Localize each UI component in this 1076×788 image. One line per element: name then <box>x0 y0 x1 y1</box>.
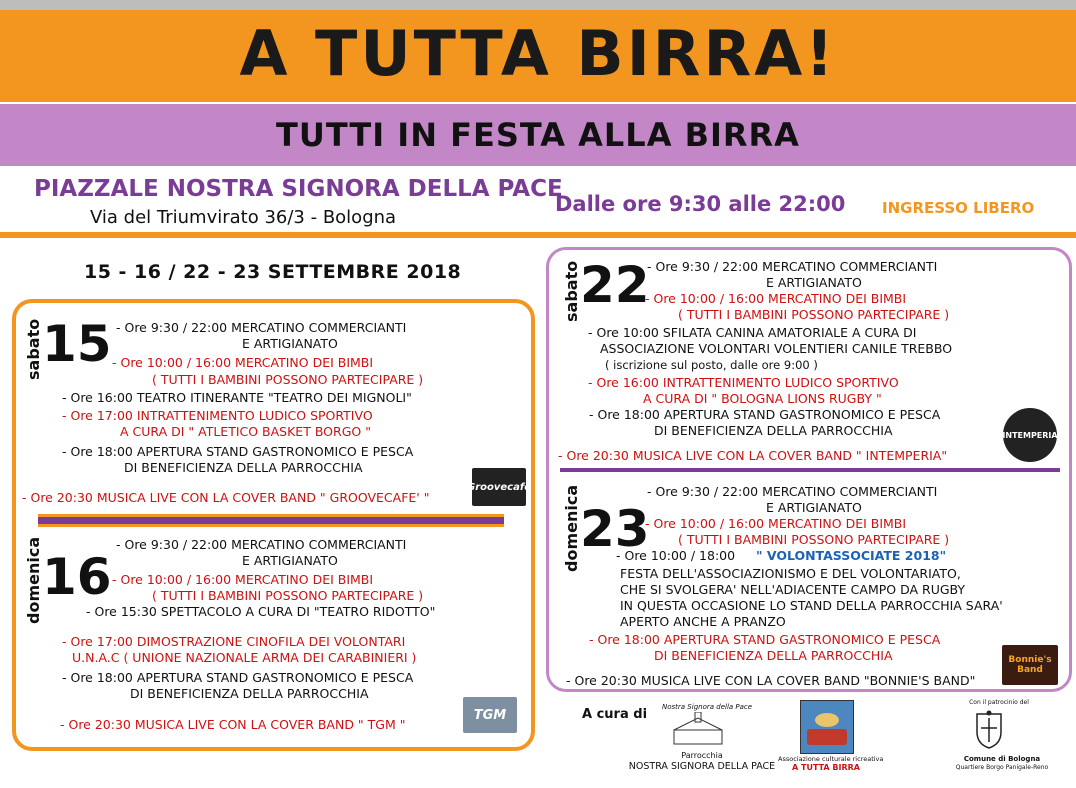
parish-name-2: NOSTRA SIGNORA DELLA PACE <box>628 761 776 772</box>
sun16-line: DI BENEFICIENZA DELLA PARROCCHIA <box>130 686 369 701</box>
day-number-22: 22 <box>580 256 650 314</box>
sat15-line: ( TUTTI I BAMBINI POSSONO PARTECIPARE ) <box>152 372 424 387</box>
sun23-highlight: " VOLONTASSOCIATE 2018" <box>756 548 947 563</box>
sun23-line: - Ore 9:30 / 22:00 MERCATINO COMMERCIANTI <box>647 484 938 499</box>
sun16-line: E ARTIGIANATO <box>242 553 338 568</box>
poster-subtitle: TUTTI IN FESTA ALLA BIRRA <box>276 116 800 154</box>
patronage-label: Con il patrocinio del <box>969 699 1029 706</box>
sat22-line: - Ore 18:00 APERTURA STAND GASTRONOMICO E PESCA <box>589 407 941 422</box>
city-coat-of-arms-icon <box>974 710 1004 750</box>
association-name: A TUTTA BIRRA <box>792 763 860 772</box>
sat22-line: ( TUTTI I BAMBINI POSSONO PARTECIPARE ) <box>678 307 950 322</box>
venue-address: Via del Triumvirato 36/3 - Bologna <box>90 207 397 228</box>
sat22-line: ASSOCIAZIONE VOLONTARI VOLENTIERI CANILE TREBBO <box>600 341 953 356</box>
poster-title: A TUTTA BIRRA! <box>239 17 837 90</box>
parish-name-1: Parrocchia <box>681 751 723 760</box>
day-separator <box>560 468 1060 472</box>
day-number-23: 23 <box>580 500 650 558</box>
district-name: Quartiere Borgo Panigale-Reno <box>955 764 1049 771</box>
sun23-line: IN QUESTA OCCASIONE LO STAND DELLA PARROCCHIA SARA' <box>620 598 1003 613</box>
sat22-line: - Ore 9:30 / 22:00 MERCATINO COMMERCIANTI <box>647 259 938 274</box>
sun16-line: U.N.A.C ( UNIONE NAZIONALE ARMA DEI CARABINIERI ) <box>72 650 417 665</box>
sun16-line: - Ore 15:30 SPETTACOLO A CURA DI "TEATRO RIDOTTO" <box>86 604 436 619</box>
sun23-line: CHE SI SVOLGERA' NELL'ADIACENTE CAMPO DA RUGBY <box>620 582 966 597</box>
association-label: Associazione culturale ricreativa <box>778 755 884 763</box>
bonnies-band-logo: Bonnie's Band <box>1002 645 1058 685</box>
sat15-line: - Ore 18:00 APERTURA STAND GASTRONOMICO E PESCA <box>62 444 414 459</box>
sat22-line: A CURA DI " BOLOGNA LIONS RUGBY " <box>643 391 882 406</box>
sat22-line: - Ore 10:00 / 16:00 MERCATINO DEI BIMBI <box>645 291 907 306</box>
day-number-15: 15 <box>42 315 112 373</box>
sat22-line: - Ore 20:30 MUSICA LIVE CON LA COVER BAND " INTEMPERIA" <box>558 448 948 463</box>
header-divider <box>0 232 1076 238</box>
sat22-line: DI BENEFICIENZA DELLA PARROCCHIA <box>654 423 893 438</box>
sat22-line: - Ore 16:00 INTRATTENIMENTO LUDICO SPORTIVO <box>588 375 899 390</box>
sat15-line: E ARTIGIANATO <box>242 336 338 351</box>
sat15-line: - Ore 16:00 TEATRO ITINERANTE "TEATRO DEI MIGNOLI" <box>62 390 412 405</box>
sun23-line: ( TUTTI I BAMBINI POSSONO PARTECIPARE ) <box>678 532 950 547</box>
sun23-line: - Ore 20:30 MUSICA LIVE CON LA COVER BAND "BONNIE'S BAND" <box>566 673 976 688</box>
sat15-line: - Ore 10:00 / 16:00 MERCATINO DEI BIMBI <box>112 355 374 370</box>
sat15-line: DI BENEFICIENZA DELLA PARROCCHIA <box>124 460 363 475</box>
organizers-label: A cura di <box>582 707 648 722</box>
sun23-line: - Ore 10:00 / 18:00 <box>616 548 736 563</box>
sat15-line: - Ore 20:30 MUSICA LIVE CON LA COVER BAND " GROOVECAFE' " <box>22 490 430 505</box>
sat22-line: E ARTIGIANATO <box>766 275 862 290</box>
sat22-line: ( iscrizione sul posto, dalle ore 9:00 ) <box>605 358 818 372</box>
sun16-line: - Ore 10:00 / 16:00 MERCATINO DEI BIMBI <box>112 572 374 587</box>
venue-name: PIAZZALE NOSTRA SIGNORA DELLA PACE <box>34 176 563 202</box>
parish-logo-text: Nostra Signora della Pace <box>662 703 753 711</box>
day-word-sat22: sabato <box>562 260 581 322</box>
sun16-line: - Ore 18:00 APERTURA STAND GASTRONOMICO E PESCA <box>62 670 414 685</box>
sun23-line: APERTO ANCHE A PRANZO <box>620 614 786 629</box>
sun23-line: DI BENEFICIENZA DELLA PARROCCHIA <box>654 648 893 663</box>
sat15-line: - Ore 17:00 INTRATTENIMENTO LUDICO SPORTIVO <box>62 408 373 423</box>
day-separator <box>38 514 504 527</box>
day-number-16: 16 <box>42 548 112 606</box>
sun16-line: - Ore 20:30 MUSICA LIVE CON LA COVER BAND " TGM " <box>60 717 406 732</box>
intemperia-band-logo: INTEMPERIA <box>1003 408 1057 462</box>
association-logo <box>800 700 854 754</box>
sun16-line: - Ore 9:30 / 22:00 MERCATINO COMMERCIANTI <box>116 537 407 552</box>
tgm-band-logo: TGM <box>463 697 517 733</box>
church-icon <box>668 712 728 746</box>
sun23-line: - Ore 18:00 APERTURA STAND GASTRONOMICO E PESCA <box>589 632 941 647</box>
sat15-line: A CURA DI " ATLETICO BASKET BORGO " <box>120 424 371 439</box>
sun16-line: - Ore 17:00 DIMOSTRAZIONE CINOFILA DEI VOLONTARI <box>62 634 406 649</box>
opening-hours: Dalle ore 9:30 alle 22:00 <box>555 192 846 216</box>
sat15-line: - Ore 9:30 / 22:00 MERCATINO COMMERCIANTI <box>116 320 407 335</box>
top-gray-strip <box>0 0 1076 10</box>
sun23-line: FESTA DELL'ASSOCIAZIONISMO E DEL VOLONTARIATO, <box>620 566 961 581</box>
day-word-sun16: domenica <box>24 536 43 624</box>
groovecafe-band-logo: Groovecafè <box>472 468 526 506</box>
event-dates: 15 - 16 / 22 - 23 SETTEMBRE 2018 <box>84 261 462 283</box>
sun23-line: E ARTIGIANATO <box>766 500 862 515</box>
sun16-line: ( TUTTI I BAMBINI POSSONO PARTECIPARE ) <box>152 588 424 603</box>
sat22-line: - Ore 10:00 SFILATA CANINA AMATORIALE A CURA DI <box>588 325 917 340</box>
sun23-line: - Ore 10:00 / 16:00 MERCATINO DEI BIMBI <box>645 516 907 531</box>
day-word-sun23: domenica <box>562 484 581 572</box>
day-word-sat15: sabato <box>24 318 43 380</box>
free-entry: INGRESSO LIBERO <box>882 199 1035 217</box>
municipality-name: Comune di Bologna <box>963 755 1041 763</box>
